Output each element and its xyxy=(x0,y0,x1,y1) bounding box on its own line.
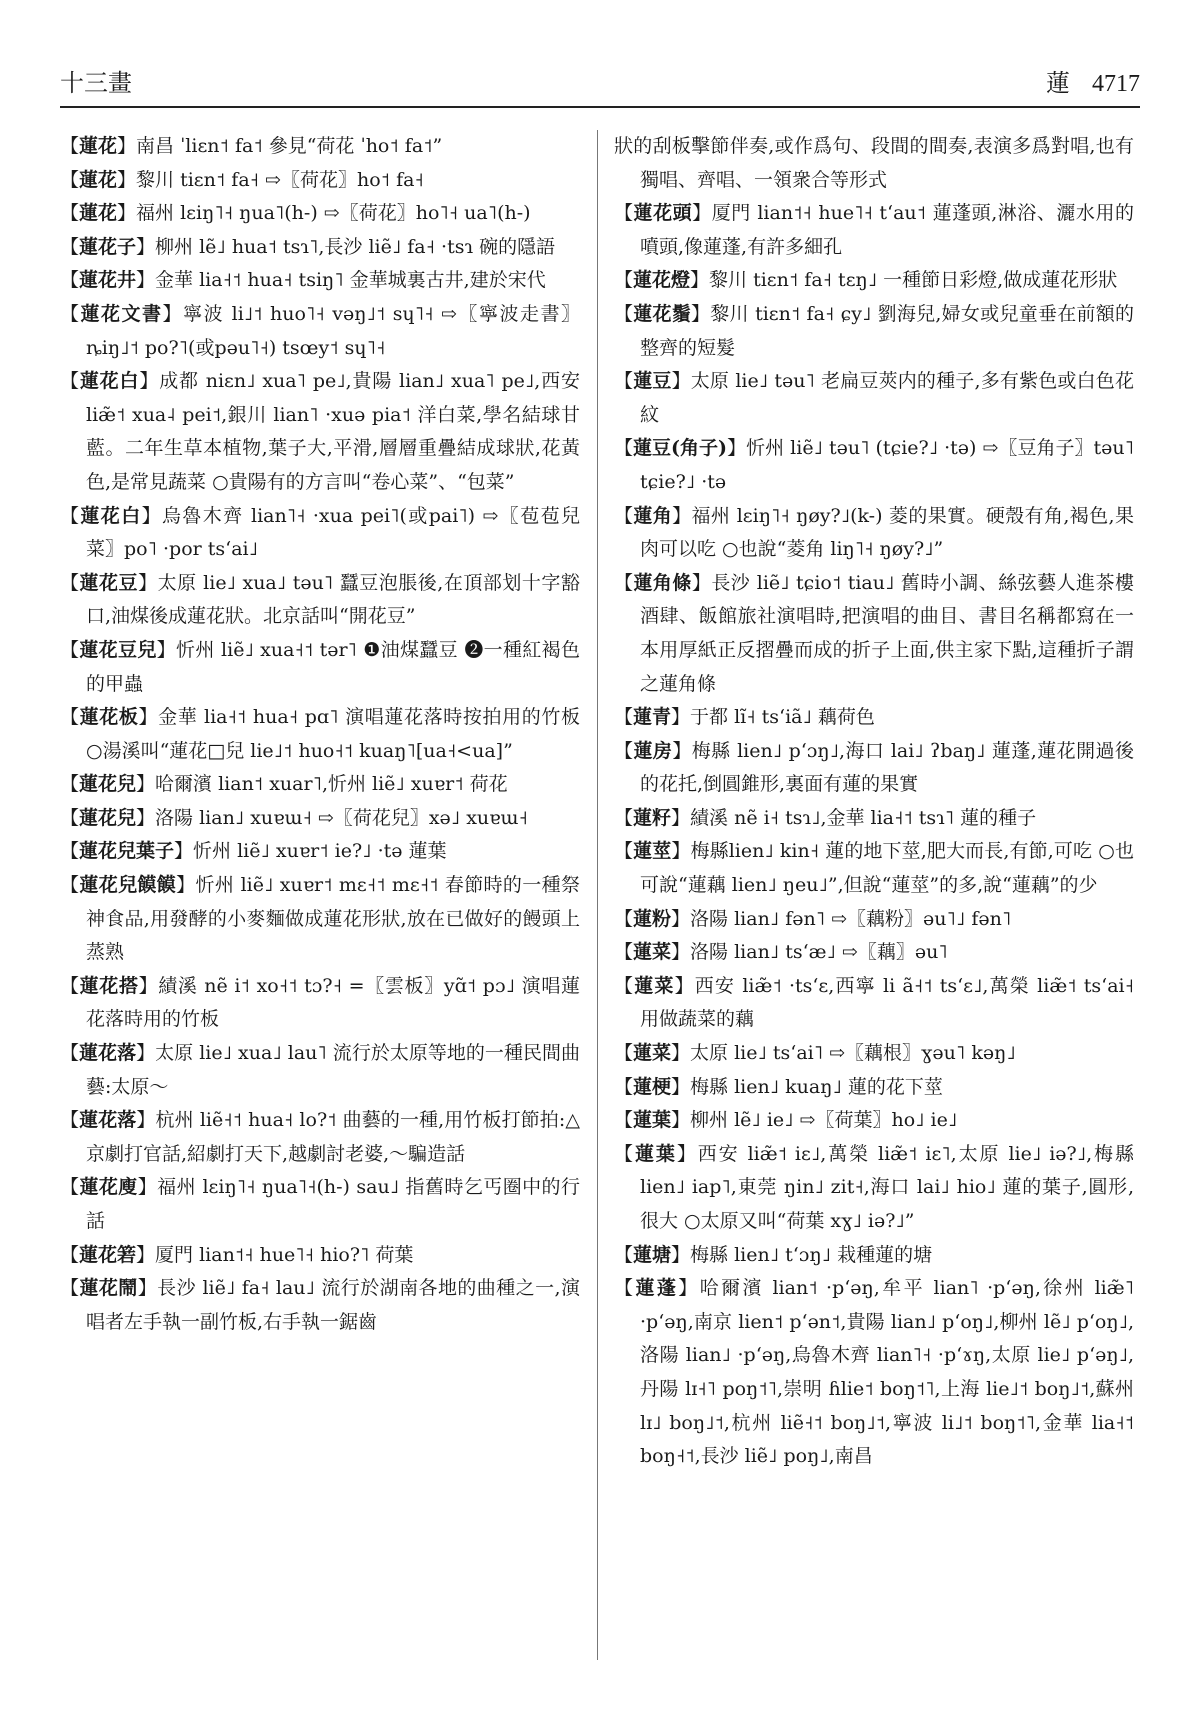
entry-definition: 西安 liæ̃˦ iɛ˩,萬榮 liæ̃˦ iɛ˥,太原 lie˩ iə?˩,梅縣 lien˩ iap˥,東莞 ŋin˩ zit˧,海口 lai˩ hio˩ 蓮的葉子,圓形,很大 ○太原又叫“荷葉 xɣ˩ iə?˩” xyxy=(640,1142,1134,1232)
entry-definition: 狀的刮板擊節伴奏,或作爲句、段間的間奏,表演多爲對唱,也有獨唱、齊唱、一領衆合等形式 xyxy=(614,135,1134,191)
entry-definition: 黎川 tiɛn˦ fa˧ tɛŋ˩ 一種節日彩燈,做成蓮花形狀 xyxy=(709,269,1118,292)
dictionary-entry xyxy=(60,231,580,265)
dictionary-entry xyxy=(614,936,1134,970)
entry-headword: 【蓮花兒葉子】 xyxy=(60,840,194,863)
entry-headword: 【蓮花廋】 xyxy=(60,1176,158,1199)
entry-headword: 【蓮房】 xyxy=(614,739,692,762)
entry-headword: 【蓮菜】 xyxy=(614,974,695,997)
dictionary-entry xyxy=(614,735,1134,802)
dictionary-entry xyxy=(60,197,580,231)
right-column xyxy=(614,130,1134,1474)
entry-headword: 【蓮花白】 xyxy=(60,370,160,393)
entry-definition: 寧波 li˩˦ huo˥˧ vəŋ˩˦ sɥ˥˧ ⇨〖寧波走書〗ȵiŋ˩˦ po?˥(或pəu˥˧) tsœy˦ sɥ˥˧ xyxy=(86,302,580,359)
entry-headword: 【蓮葉】 xyxy=(614,1142,698,1165)
dictionary-entry xyxy=(614,1037,1134,1071)
entry-definition: 梅縣 lien˩ kuaŋ˩ 蓮的花下莖 xyxy=(690,1075,943,1098)
entry-definition: 忻州 liẽ˩ xuɐr˦ mɛ˧˦ mɛ˧˦ 春節時的一種祭神食品,用發酵的小麥麵做成蓮花形狀,放在已做好的饅頭上蒸熟 xyxy=(86,874,580,964)
dictionary-entry xyxy=(60,567,580,634)
entry-headword: 【蓮青】 xyxy=(614,706,691,729)
left-column xyxy=(60,130,580,1339)
page-heading xyxy=(1046,63,1140,98)
dictionary-entry xyxy=(60,1239,580,1273)
entry-definition: 長沙 liẽ˩ tɕio˦ tiau˩ 舊時小調、絲弦藝人進茶樓酒肆、飯館旅社演唱時,把演唱的曲目、書目名稱都寫在一本用厚紙正反摺疊而成的折子上面,供主家下點,這種折子謂之蓮角條 xyxy=(640,571,1134,695)
entry-headword: 【蓮花鬚】 xyxy=(614,302,711,325)
entry-definition: 梅縣 lien˩ tʻɔŋ˩ 栽種蓮的塘 xyxy=(690,1243,933,1266)
entry-headword: 【蓮菜】 xyxy=(614,1042,691,1065)
entry-headword: 【蓮花落】 xyxy=(60,1042,156,1065)
entry-headword: 【蓮豆(角子)】 xyxy=(614,437,747,460)
entry-definition: 梅縣 lien˩ pʻɔŋ˩,海口 lai˩ ʔbaŋ˩ 蓮蓬,蓮花開過後的花托,倒圓錐形,裏面有蓮的果實 xyxy=(640,739,1134,796)
entry-headword: 【蓮豆】 xyxy=(614,370,691,393)
entry-headword: 【蓮花兒饃饃】 xyxy=(60,874,196,897)
page-header xyxy=(60,60,1140,108)
dictionary-entry xyxy=(60,802,580,836)
dictionary-entry xyxy=(614,567,1134,701)
entry-definition: 厦門 lian˦˧ hue˥˧ hio?˥ 荷葉 xyxy=(155,1243,414,1266)
entry-definition: 長沙 liẽ˩ fa˧ lau˩ 流行於湖南各地的曲種之一,演唱者左手執一副竹板,右手執一鋸齒 xyxy=(86,1277,580,1333)
dictionary-entry xyxy=(614,1138,1134,1239)
page-number: 4717 xyxy=(1092,71,1140,97)
header-character: 蓮 xyxy=(1046,69,1070,97)
dictionary-entry xyxy=(60,1272,580,1339)
dictionary-entry xyxy=(60,970,580,1037)
dictionary-entry xyxy=(614,197,1134,264)
entry-headword: 【蓮花白】 xyxy=(60,504,162,527)
entry-definition: 洛陽 lian˩ tsʻæ˩ ⇨〖藕〗əu˥ xyxy=(690,941,948,964)
entry-headword: 【蓮花】 xyxy=(60,168,137,191)
entry-headword: 【蓮花兒】 xyxy=(60,806,156,829)
entry-definition: 柳州 lẽ˩ hua˦ tsɿ˥,長沙 liẽ˩ fa˧ ·tsɿ 碗的隱語 xyxy=(155,235,556,258)
entry-headword: 【蓮花兒】 xyxy=(60,773,156,796)
entry-headword: 【蓮花落】 xyxy=(60,1109,156,1132)
dictionary-entry xyxy=(60,164,580,198)
entry-headword: 【蓮花燈】 xyxy=(614,269,710,292)
entry-headword: 【蓮塘】 xyxy=(614,1243,691,1266)
entry-definition: 太原 lie˩ xua˩ təu˥ 蠶豆泡脹後,在頂部划十字豁口,油煤後成蓮花狀。北京話叫“開花豆” xyxy=(86,571,580,628)
entry-definition: 福州 lɛiŋ˥˧ ŋua˥(h-) ⇨〖荷花〗ho˥˧ ua˥(h-) xyxy=(136,202,531,225)
entry-definition: 黎川 tiɛn˦ fa˧ ɕy˩ 劉海兒,婦女或兒童垂在前額的整齊的短髮 xyxy=(640,302,1134,359)
entry-definition: 金華 lia˧˦ hua˧ pɑ˥ 演唱蓮花落時按拍用的竹板 ○湯溪叫“蓮花□兒 lie˩˦ huo˧˦ kuaŋ˥[ua˧<ua]” xyxy=(86,706,580,762)
entry-headword: 【蓮花井】 xyxy=(60,269,156,292)
dictionary-entry xyxy=(614,903,1134,937)
entry-headword: 【蓮花箬】 xyxy=(60,1243,156,1266)
entry-definition: 太原 lie˩ tsʻai˥ ⇨〖藕根〗ɣəu˥ kəŋ˩ xyxy=(690,1042,1016,1065)
entry-headword: 【蓮花子】 xyxy=(60,235,156,258)
entry-definition: 柳州 lẽ˩ ie˩ ⇨〖荷葉〗ho˩ ie˩ xyxy=(690,1109,958,1132)
entry-headword: 【蓮花鬧】 xyxy=(60,1277,158,1300)
dictionary-entry xyxy=(60,500,580,567)
entry-definition: 烏魯木齊 lian˥˧ ·xua pei˥(或pai˥) ⇨〖苞苞兒菜〗po˥ ·por tsʻai˩ xyxy=(86,504,580,561)
entry-headword: 【蓮菜】 xyxy=(614,941,691,964)
dictionary-entry xyxy=(60,869,580,970)
section-title: 十三畫 xyxy=(60,69,132,97)
dictionary-entry xyxy=(60,835,580,869)
entry-definition: 洛陽 lian˩ fən˥ ⇨〖藕粉〗əu˥˩ fən˥ xyxy=(690,907,1012,930)
dictionary-entry xyxy=(60,634,580,701)
entry-headword: 【蓮花豆兒】 xyxy=(60,638,177,661)
dictionary-entry xyxy=(614,365,1134,432)
dictionary-entry xyxy=(60,1037,580,1104)
dictionary-entry xyxy=(614,802,1134,836)
dictionary-entry xyxy=(614,1272,1134,1474)
entry-definition: 于都 lĩ˧ tsʻiã˩ 藕荷色 xyxy=(690,706,875,729)
entry-definition: 杭州 liẽ˧˦ hua˧ lo?˦ 曲藝的一種,用竹板打節拍:△京劇打官話,紹劇打天下,越劇討老婆,～騙造話 xyxy=(86,1109,580,1165)
entry-headword: 【蓮梗】 xyxy=(614,1075,691,1098)
column-divider xyxy=(597,130,598,1660)
entry-headword: 【蓮角條】 xyxy=(614,571,712,594)
dictionary-entry xyxy=(614,701,1134,735)
dictionary-entry xyxy=(614,432,1134,499)
entry-definition: 太原 lie˩ xua˩ lau˥ 流行於太原等地的一種民間曲藝:太原～ xyxy=(86,1042,580,1098)
dictionary-entry xyxy=(60,298,580,365)
entry-headword: 【蓮葉】 xyxy=(614,1109,691,1132)
entry-definition: 金華 lia˧˦ hua˧ tsiŋ˥ 金華城裏古井,建於宋代 xyxy=(155,269,546,292)
dictionary-entry xyxy=(60,1104,580,1171)
entry-definition: 南昌 ˈliɛn˦ fa˦ 參見“荷花 ˈho˦ fa˦” xyxy=(136,135,443,157)
entry-definition: 洛陽 lian˩ xuɐɯ˧ ⇨〖荷花兒〗xə˩ xuɐɯ˧ xyxy=(155,806,528,829)
entry-definition: 績溪 nẽ i˧ tsɿ˩,金華 lia˧˦ tsɿ˥ 蓮的種子 xyxy=(690,806,1037,829)
entry-headword: 【蓮花】 xyxy=(60,202,137,225)
dictionary-entry xyxy=(614,970,1134,1037)
entry-definition: 忻州 liẽ˩ təu˥ (tɕie?˩ ·tə) ⇨〖豆角子〗təu˥ tɕie?˩ ·tə xyxy=(640,437,1134,493)
entry-definition: 梅縣lien˩ kin˧ 蓮的地下莖,肥大而長,有節,可吃 ○也可說“蓮藕 lien˩ ŋeu˩”,但說“蓮莖”的多,說“蓮藕”的少 xyxy=(640,840,1134,897)
entry-headword: 【蓮粉】 xyxy=(614,907,691,930)
entry-headword: 【蓮花搭】 xyxy=(60,974,159,997)
dictionary-entry xyxy=(614,264,1134,298)
entry-definition: 厦門 lian˦˧ hue˥˧ tʻau˦ 蓮蓬頭,淋浴、灑水用的噴頭,像蓮蓬,有許多細孔 xyxy=(640,202,1134,258)
dictionary-entry xyxy=(614,1071,1134,1105)
entry-definition: 福州 lɛiŋ˥˧ ŋua˥˧(h-) sau˩ 指舊時乞丐圈中的行話 xyxy=(86,1176,580,1232)
entry-headword: 【蓮花】 xyxy=(60,135,137,157)
dictionary-entry xyxy=(60,130,580,164)
entry-headword: 【蓮籽】 xyxy=(614,806,691,829)
entry-headword: 【蓮花文書】 xyxy=(60,302,184,325)
dictionary-entry xyxy=(60,1171,580,1238)
entry-definition: 績溪 nẽ i˦ xo˧˦ tɔ?˧ =〖雲板〗yɑ̃˦ pɔ˩ 演唱蓮花落時用的竹板 xyxy=(86,974,580,1031)
entry-definition: 福州 lɛiŋ˥˧ ŋøy?˩(k-) 菱的果實。硬殼有角,褐色,果肉可以吃 ○也說“菱角 liŋ˥˧ ŋøy?˩” xyxy=(640,504,1134,561)
entry-definition: 黎川 tiɛn˦ fa˧ ⇨〖荷花〗ho˦ fa˧ xyxy=(136,168,424,191)
dictionary-entry xyxy=(614,835,1134,902)
entry-headword: 【蓮蓬】 xyxy=(614,1277,700,1300)
entry-definition: 哈爾濱 lian˦ xuar˥,忻州 liẽ˩ xuɐr˦ 荷花 xyxy=(155,773,508,796)
dictionary-entry xyxy=(60,264,580,298)
dictionary-entry xyxy=(614,130,1134,197)
entry-definition: 哈爾濱 lian˦ ·pʻəŋ,牟平 lian˥ ·pʻəŋ,徐州 liæ̃˥ ·pʻəŋ,南京 lien˦ pʻən˦,貴陽 lian˩ pʻoŋ˩,柳州 lẽ˩ pʻoŋ˩,洛陽 lian˩ ·pʻəŋ,烏魯木齊 lian˥˧ ·pʻɤŋ,太原 lie˩ pʻəŋ˩,丹陽 lɪ˧˥ poŋ˦˥,崇明 ɦlie˦ boŋ˦˥,上海 lie˩˦ boŋ˩˦,蘇州 lɪ˩ boŋ˩˦,杭州 liẽ˧˦ boŋ˩˦,寧波 li˩˦ boŋ˦˥,金華 lia˧˦ boŋ˧˦,長沙 liẽ˩ poŋ˩,南昌 xyxy=(640,1277,1134,1468)
dictionary-entry xyxy=(60,365,580,499)
entry-definition: 西安 liæ̃˦ ·tsʻɛ,西寧 li ã˧˦ tsʻɛ˩,萬榮 liæ̃˦ tsʻai˧ 用做蔬菜的藕 xyxy=(640,974,1134,1031)
dictionary-entry xyxy=(614,298,1134,365)
entry-definition: 成都 niɛn˩ xua˥ pe˩,貴陽 lian˩ xua˥ pe˩,西安 liæ̃˦ xua˨ pei˦,銀川 lian˥ ·xuə pia˦ 洋白菜,學名結球甘藍。二年生草本植物,葉子大,平滑,層層重疊結成球狀,花黃色,是常見蔬菜 ○貴陽有的方言叫“卷心菜”、“包菜” xyxy=(86,370,580,493)
entry-headword: 【蓮角】 xyxy=(614,504,692,527)
dictionary-entry xyxy=(614,1104,1134,1138)
entry-headword: 【蓮花板】 xyxy=(60,706,159,729)
entry-headword: 【蓮莖】 xyxy=(614,840,691,863)
dictionary-entry xyxy=(614,1239,1134,1273)
dictionary-entry xyxy=(60,701,580,768)
entry-definition: 太原 lie˩ təu˥ 老扁豆莢内的種子,多有紫色或白色花紋 xyxy=(640,370,1134,426)
entry-headword: 【蓮花豆】 xyxy=(60,571,158,594)
entry-definition: 忻州 liẽ˩ xuɐr˦ ie?˩ ·tə 蓮葉 xyxy=(193,840,447,863)
dictionary-entry xyxy=(60,768,580,802)
entry-definition: 忻州 liẽ˩ xua˧˦ tər˥ ❶油煤蠶豆 ❷一種紅褐色的甲蟲 xyxy=(86,638,580,695)
entry-headword: 【蓮花頭】 xyxy=(614,202,712,225)
dictionary-entry xyxy=(614,500,1134,567)
